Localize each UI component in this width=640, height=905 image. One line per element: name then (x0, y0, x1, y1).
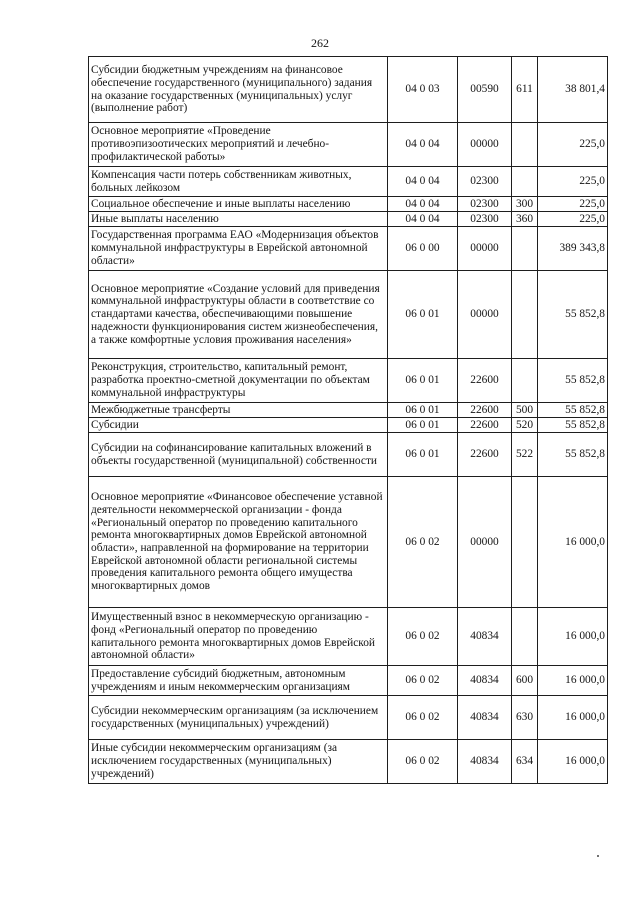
row-name: Основное мероприятие «Проведение противоэпизоотических мероприятий и лечебно-профилактической работы» (89, 123, 388, 167)
direction-code: 02300 (458, 212, 512, 227)
row-name: Субсидии на софинансирование капитальных вложений в объекты государственной (муниципальной) собственности (89, 433, 388, 477)
expense-type-code (512, 271, 538, 359)
expense-type-code: 611 (512, 57, 538, 123)
amount: 55 852,8 (538, 271, 608, 359)
row-name: Основное мероприятие «Создание условий для приведения коммунальной инфраструктуры области в соответствие со стандартами качества, обеспечивающими повышение надежности функционирования систем жизнеобеспечения, а также комфортные условия проживания населения» (89, 271, 388, 359)
row-name: Государственная программа ЕАО «Модернизация объектов коммунальной инфраструктуры в Еврейской автономной области» (89, 227, 388, 271)
row-name: Социальное обеспечение и иные выплаты населению (89, 197, 388, 212)
row-name: Предоставление субсидий бюджетным, автономным учреждениям и иным некоммерческим организациям (89, 666, 388, 696)
amount: 16 000,0 (538, 666, 608, 696)
program-code: 06 0 01 (388, 271, 458, 359)
direction-code: 22600 (458, 403, 512, 418)
table-row (89, 123, 608, 167)
program-code: 06 0 01 (388, 418, 458, 433)
row-name: Иные субсидии некоммерческим организациям (за исключением государственных (муниципальных) учреждений) (89, 740, 388, 784)
row-name: Субсидии (89, 418, 388, 433)
table-row (89, 403, 608, 418)
direction-code: 40834 (458, 608, 512, 666)
expense-type-code (512, 359, 538, 403)
amount: 55 852,8 (538, 403, 608, 418)
table-row (89, 57, 608, 123)
program-code: 06 0 02 (388, 666, 458, 696)
direction-code: 02300 (458, 197, 512, 212)
direction-code: 00590 (458, 57, 512, 123)
table-row (89, 197, 608, 212)
program-code: 06 0 01 (388, 359, 458, 403)
row-name: Межбюджетные трансферты (89, 403, 388, 418)
program-code: 06 0 00 (388, 227, 458, 271)
table-row (89, 740, 608, 784)
direction-code: 00000 (458, 477, 512, 608)
table-row (89, 227, 608, 271)
expense-type-code: 500 (512, 403, 538, 418)
program-code: 04 0 04 (388, 197, 458, 212)
amount: 225,0 (538, 212, 608, 227)
row-name: Компенсация части потерь собственникам животных, больных лейкозом (89, 167, 388, 197)
program-code: 06 0 02 (388, 608, 458, 666)
row-name: Субсидии бюджетным учреждениям на финансовое обеспечение государственного (муниципального) задания на оказание государственных (муниципальных) услуг (выполнение работ) (89, 57, 388, 123)
budget-table (88, 56, 608, 784)
direction-code: 00000 (458, 271, 512, 359)
direction-code: 40834 (458, 696, 512, 740)
program-code: 06 0 02 (388, 740, 458, 784)
program-code: 06 0 01 (388, 403, 458, 418)
program-code: 06 0 02 (388, 477, 458, 608)
table-row (89, 212, 608, 227)
expense-type-code: 634 (512, 740, 538, 784)
expense-type-code: 300 (512, 197, 538, 212)
amount: 225,0 (538, 167, 608, 197)
direction-code: 40834 (458, 666, 512, 696)
program-code: 04 0 04 (388, 123, 458, 167)
table-row (89, 418, 608, 433)
amount: 38 801,4 (538, 57, 608, 123)
expense-type-code: 600 (512, 666, 538, 696)
amount: 55 852,8 (538, 433, 608, 477)
table-row (89, 359, 608, 403)
scan-speck (597, 855, 599, 857)
direction-code: 02300 (458, 167, 512, 197)
program-code: 06 0 01 (388, 433, 458, 477)
page-number: 262 (311, 36, 329, 50)
expense-type-code: 360 (512, 212, 538, 227)
direction-code: 22600 (458, 418, 512, 433)
amount: 55 852,8 (538, 359, 608, 403)
expense-type-code: 630 (512, 696, 538, 740)
amount: 55 852,8 (538, 418, 608, 433)
expense-type-code (512, 477, 538, 608)
expense-type-code (512, 123, 538, 167)
expense-type-code: 520 (512, 418, 538, 433)
table-row (89, 167, 608, 197)
amount: 16 000,0 (538, 740, 608, 784)
amount: 16 000,0 (538, 696, 608, 740)
expense-type-code (512, 227, 538, 271)
table-row (89, 433, 608, 477)
amount: 225,0 (538, 197, 608, 212)
program-code: 04 0 03 (388, 57, 458, 123)
row-name: Реконструкция, строительство, капитальный ремонт, разработка проектно-сметной документации по объектам коммунальной инфраструктуры (89, 359, 388, 403)
row-name: Субсидии некоммерческим организациям (за исключением государственных (муниципальных) учреждений) (89, 696, 388, 740)
program-code: 04 0 04 (388, 212, 458, 227)
row-name: Основное мероприятие «Финансовое обеспечение уставной деятельности некоммерческой организации - фонда «Региональный оператор по проведению капитального ремонта многоквартирных домов Еврейской автономной области», направленной на формирование на территории Еврейской автономной области региональной системы проведения капитального ремонта общего имущества многоквартирных домов (89, 477, 388, 608)
table-row (89, 271, 608, 359)
direction-code: 00000 (458, 123, 512, 167)
expense-type-code (512, 167, 538, 197)
expense-type-code (512, 608, 538, 666)
program-code: 04 0 04 (388, 167, 458, 197)
amount: 16 000,0 (538, 477, 608, 608)
row-name: Иные выплаты населению (89, 212, 388, 227)
table-row (89, 666, 608, 696)
row-name: Имущественный взнос в некоммерческую организацию - фонд «Региональный оператор по проведению капитального ремонта многоквартирных домов Еврейской автономной области» (89, 608, 388, 666)
direction-code: 22600 (458, 433, 512, 477)
expense-type-code: 522 (512, 433, 538, 477)
table-row (89, 696, 608, 740)
direction-code: 00000 (458, 227, 512, 271)
direction-code: 22600 (458, 359, 512, 403)
amount: 225,0 (538, 123, 608, 167)
table-row (89, 608, 608, 666)
amount: 16 000,0 (538, 608, 608, 666)
program-code: 06 0 02 (388, 696, 458, 740)
amount: 389 343,8 (538, 227, 608, 271)
direction-code: 40834 (458, 740, 512, 784)
table-row (89, 477, 608, 608)
